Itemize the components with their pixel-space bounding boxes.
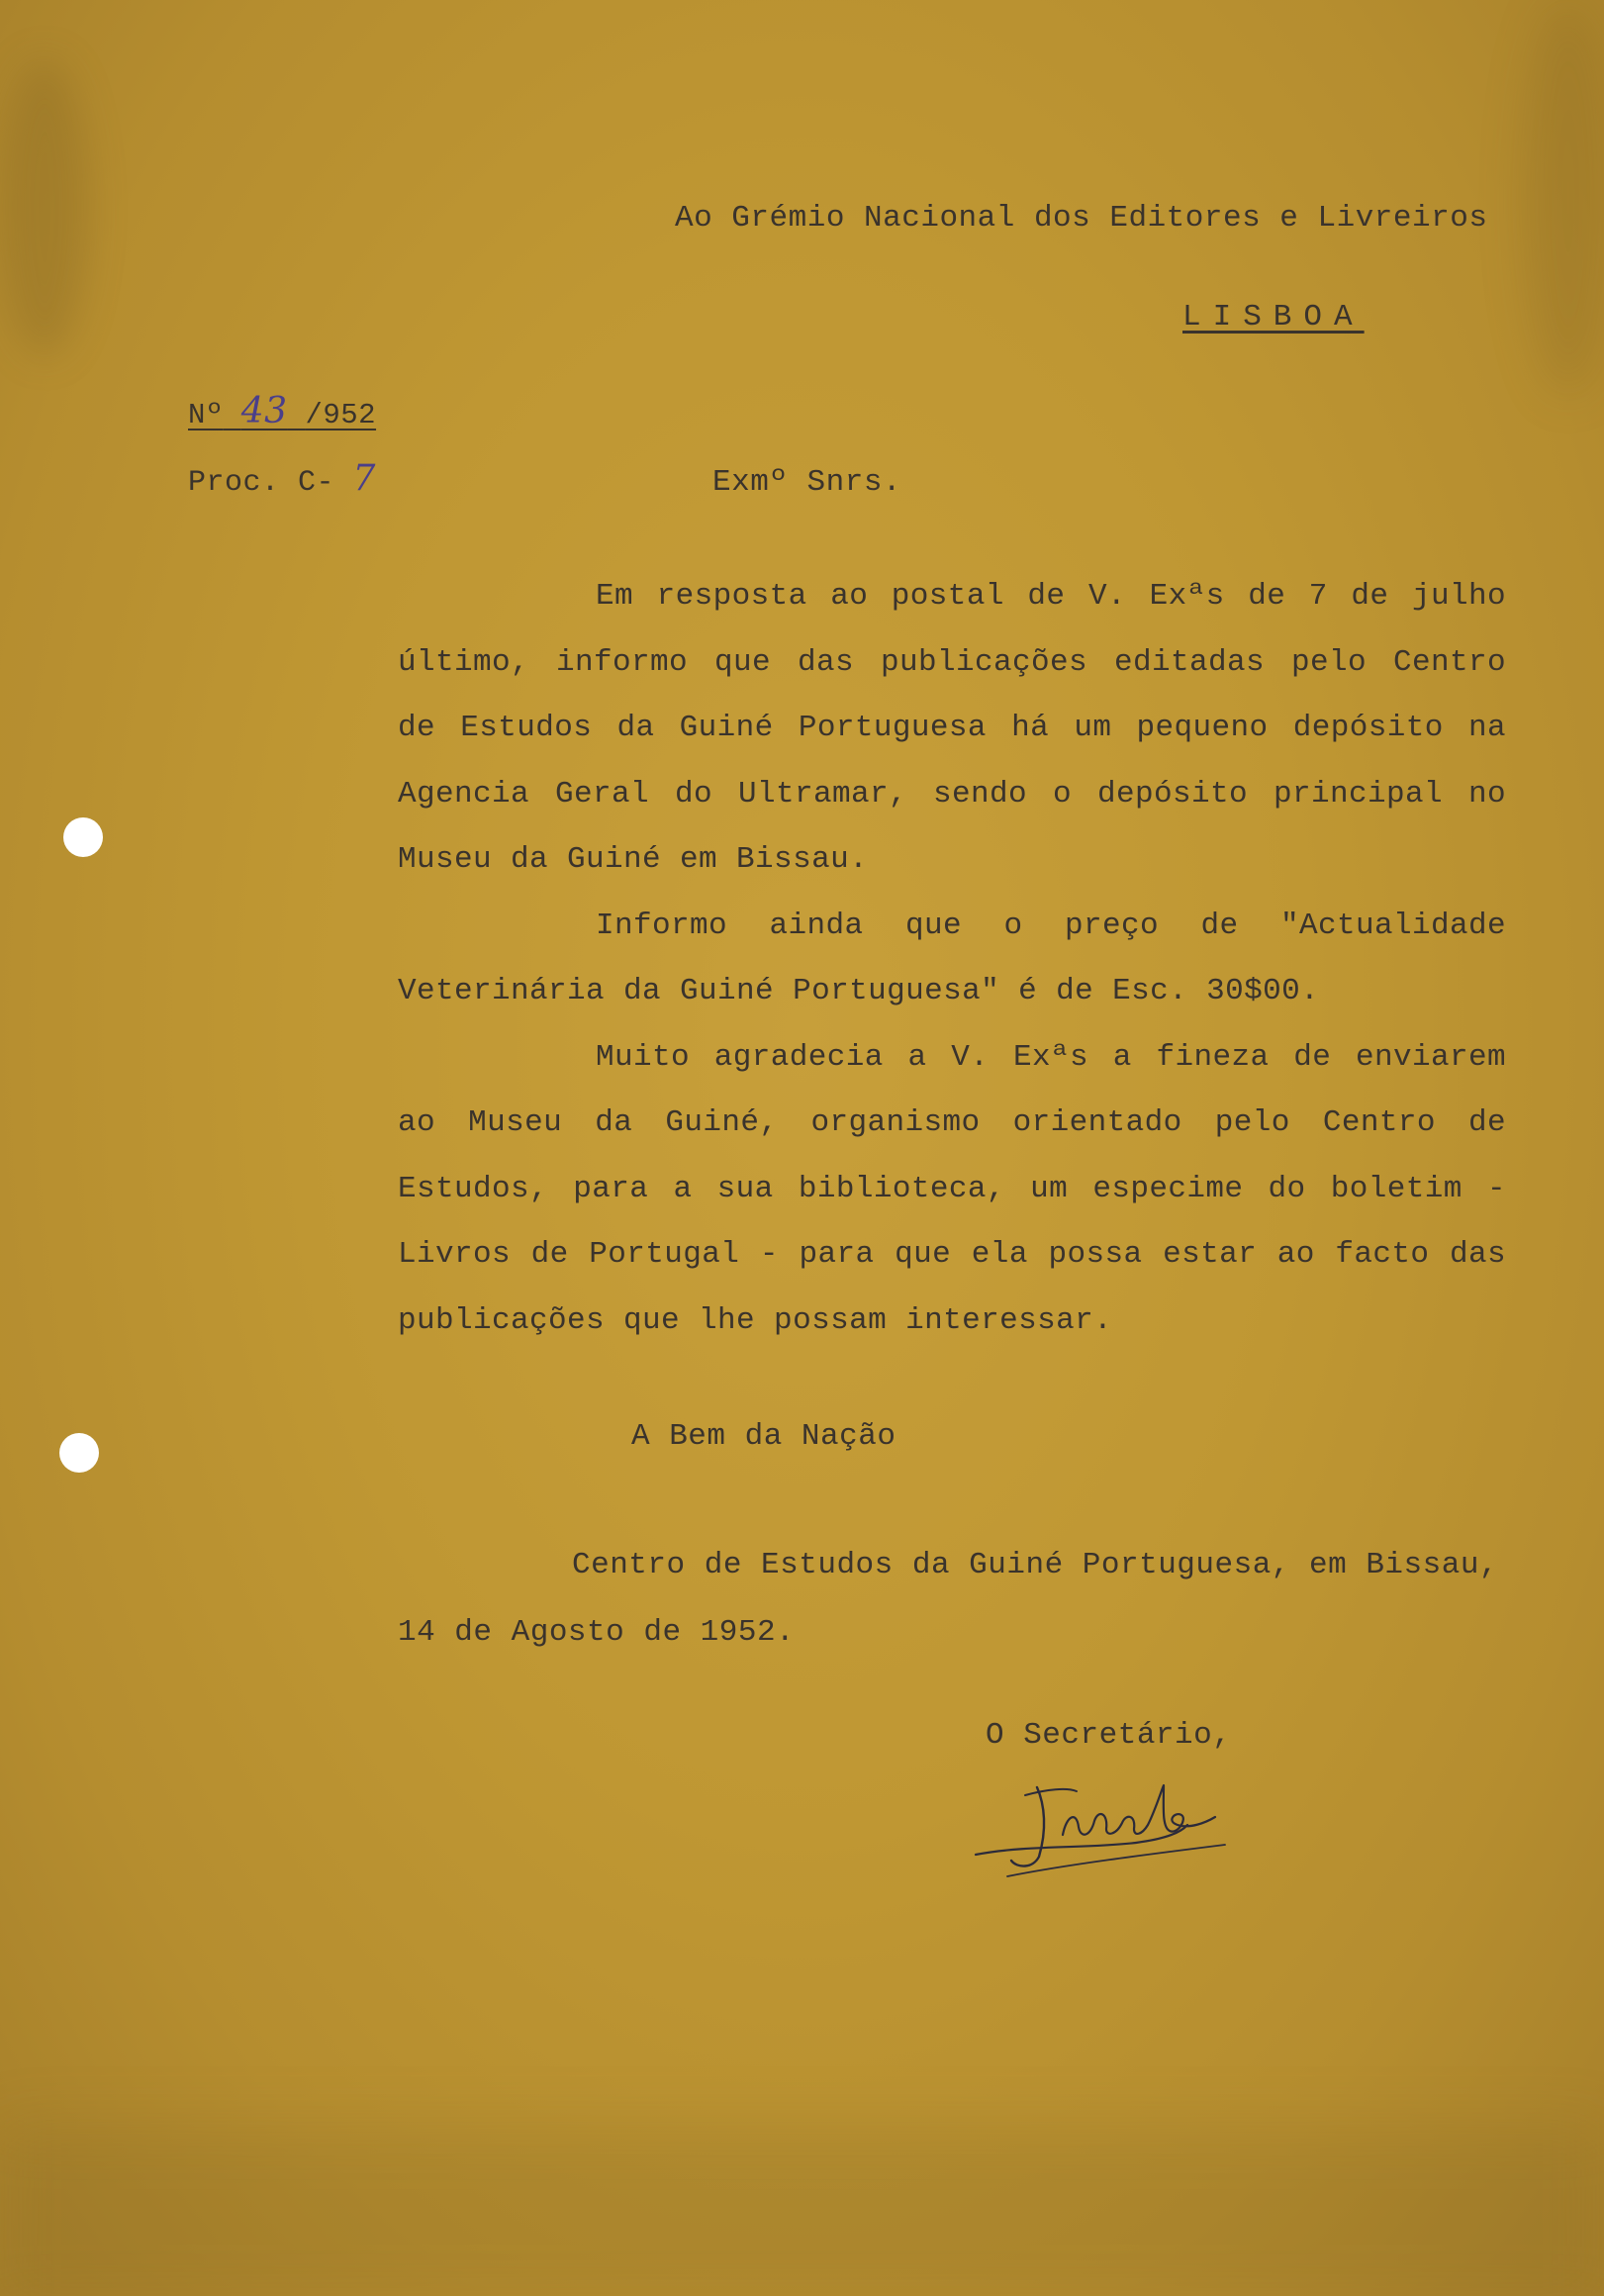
punch-hole — [63, 817, 103, 857]
punch-hole — [59, 1433, 99, 1473]
reference-number — [188, 391, 377, 433]
process-reference — [188, 458, 376, 501]
reference-handwritten-number: 43 — [240, 391, 288, 431]
paper-stain — [1524, 0, 1604, 396]
letter-date: 14 de Agosto de 1952. — [398, 1615, 796, 1650]
process-label: Proc. C- — [188, 466, 335, 500]
sender-place: Centro de Estudos da Guiné Portuguesa, em Bissau, — [572, 1548, 1499, 1582]
body-paragraph-1: Em resposta ao postal de V. Exªs de 7 de julho último, informo que das publicações editadas pelo Centro de Estudos da Guiné Portuguesa há um pequeno depósito na Agencia Geral do Ultramar, sendo o depósito principal no Museu da Guiné em Bissau. — [398, 579, 1506, 877]
reference-year: /952 — [305, 399, 377, 431]
reference-prefix: Nº — [188, 399, 224, 431]
paper-stain — [0, 2128, 1604, 2296]
letter-body — [398, 564, 1506, 1354]
body-paragraph-2: Informo ainda que o preço de "Actualidade Veterinária da Guiné Portuguesa" é de Esc. 30$00. — [398, 908, 1506, 1008]
salutation: Exmº Snrs. — [712, 465, 902, 500]
body-paragraph-3: Muito agradecia a V. Exªs a fineza de enviarem ao Museu da Guiné, organismo orientado pelo Centro de Estudos, para a sua biblioteca, um especime do boletim - Livros de Portugal - para que ela possa estar ao facto das publicações que lhe possam interessar. — [398, 1039, 1506, 1338]
recipient-city: LISBOA — [1182, 300, 1365, 335]
signature-icon — [968, 1766, 1265, 1884]
recipient-line: Ao Grémio Nacional dos Editores e Livreiros — [675, 201, 1488, 236]
signatory-role: O Secretário, — [986, 1718, 1232, 1753]
closing-formula: A Bem da Nação — [631, 1419, 896, 1454]
paper-stain — [0, 59, 89, 356]
process-handwritten-code: 7 — [352, 458, 376, 499]
